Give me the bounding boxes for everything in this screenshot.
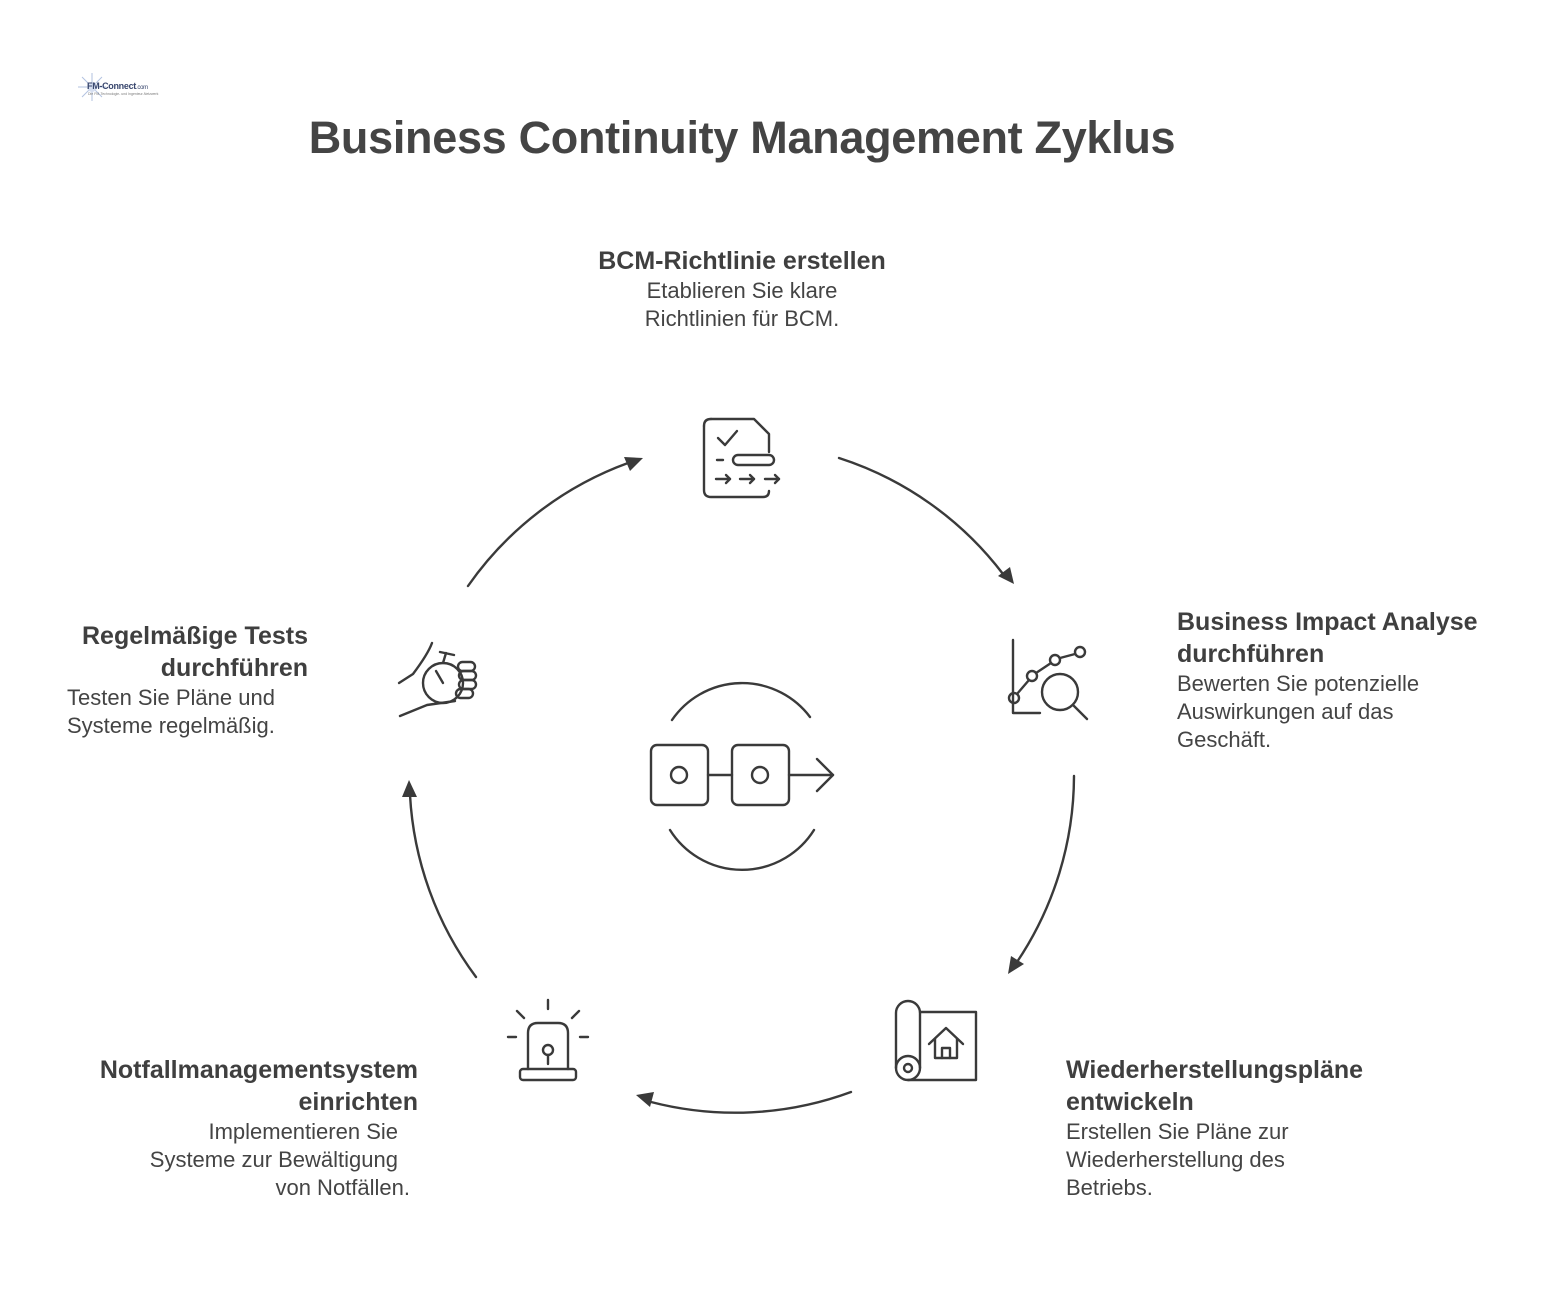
policy-document-icon [704, 419, 779, 497]
step-2-description-line: Geschäft. [1177, 727, 1272, 752]
step-3-title: entwickeln [1066, 1088, 1194, 1116]
logo-brand: FM-Connect.com [87, 81, 148, 91]
step-1-description-line: Etablieren Sie klare [646, 278, 838, 303]
step-3-description-line: Wiederherstellung des [1066, 1147, 1285, 1172]
arrow-4-to-5 [410, 795, 476, 977]
cycle-arrows [402, 457, 1074, 1113]
step-2-label [1177, 606, 1537, 754]
arrow-5-to-1 [468, 463, 628, 586]
step-5-description-line: Systeme regelmäßig. [67, 713, 275, 738]
step-5-title: Regelmäßige Tests [81, 622, 308, 650]
arrow-3-to-4 [651, 1092, 851, 1113]
step-5-description [67, 684, 327, 740]
step-3-title: Wiederherstellungspläne [1066, 1056, 1364, 1084]
step-4-description-line: von Notfällen. [275, 1175, 410, 1200]
step-5-title: durchführen [160, 654, 308, 682]
process-cycle-icon [651, 683, 833, 870]
stopwatch-hand-icon [399, 643, 476, 716]
step-3-description-line: Betriebs. [1066, 1175, 1153, 1200]
step-4-title: einrichten [298, 1088, 418, 1116]
step-4-label [30, 1054, 418, 1202]
step-5-label [20, 620, 308, 684]
step-2-description-line: Auswirkungen auf das [1177, 699, 1394, 724]
step-2-title: Business Impact Analyse [1177, 608, 1478, 636]
step-4-description-line: Systeme zur Bewältigung [149, 1147, 398, 1172]
arrow-1-to-2 [839, 458, 1003, 574]
step-2-title: durchführen [1177, 640, 1325, 668]
chart-magnifier-icon [1009, 640, 1087, 719]
arrow-4-to-5-head [402, 780, 417, 797]
arrow-3-to-4-head [636, 1092, 654, 1107]
siren-icon [508, 1000, 588, 1080]
step-5-description-line: Testen Sie Pläne und [67, 685, 275, 710]
blueprint-house-icon [896, 1001, 976, 1080]
page-title: Business Continuity Management Zyklus [308, 112, 1176, 163]
step-4-description-line: Implementieren Sie [208, 1119, 398, 1144]
step-4-title: Notfallmanagementsystem [99, 1056, 418, 1084]
step-3-description-line: Erstellen Sie Pläne zur [1066, 1119, 1289, 1144]
step-1-title: BCM-Richtlinie erstellen [598, 247, 886, 275]
logo-tagline: Die FM-Technologie- und Ingenieur-Netzwerk [88, 92, 159, 96]
step-1-label [570, 245, 914, 333]
arrow-2-to-3-head [1008, 956, 1024, 974]
step-1-description-line: Richtlinien für BCM. [644, 306, 840, 331]
step-2-description-line: Bewerten Sie potenzielle [1177, 671, 1420, 696]
arrow-2-to-3 [1017, 776, 1074, 962]
step-3-label [1066, 1054, 1426, 1202]
